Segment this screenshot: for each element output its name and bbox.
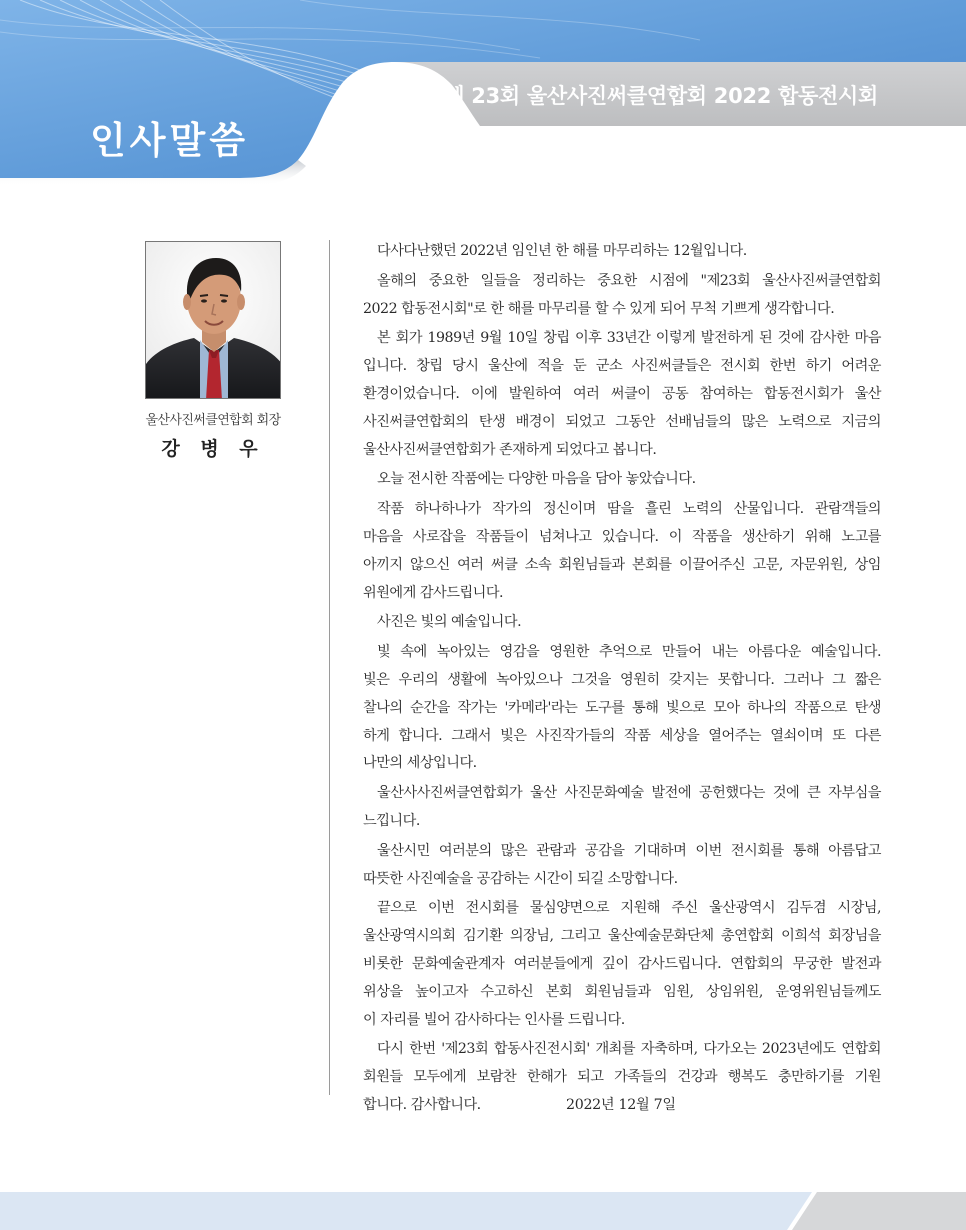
letter-line: 빛 속에 녹아있는 영감을 영원한 추억으로 만들어 내는 아름다운 예술입니다. [377, 644, 881, 661]
letter-paragraph [363, 639, 881, 778]
letter-line: 위상을 높이고자 수고하신 본회 회원님들과 임원, 상임위원, 운영위원님들께도 [363, 983, 881, 1000]
letter-line: 본 회가 1989년 9월 10일 창립 이후 33년간 이렇게 발전하게 된 것에 감사한 마음 [377, 330, 881, 347]
letter-line: 위원에게 감사드립니다. [363, 584, 504, 601]
letter-line: 따뜻한 사진예술을 공감하는 시간이 되길 소망합니다. [363, 870, 678, 887]
letter-paragraph [363, 780, 881, 836]
letter-line: 올해의 중요한 일들을 정리하는 중요한 시점에 "제23회 울산사진써클연합회 [377, 272, 881, 289]
letter-line: 나만의 세상입니다. [363, 755, 477, 772]
portrait-photo [146, 242, 281, 399]
letter-line: 울산광역시의회 김기환 의장님, 그리고 울산예술문화단체 총연합회 이희석 회장님을 [363, 928, 881, 945]
letter-paragraph [363, 609, 881, 637]
letter-line: 끝으로 이번 전시회를 물심양면으로 지원해 주신 울산광역시 김두겸 시장님, [377, 900, 881, 917]
letter-line: 느낍니다. [363, 812, 420, 829]
letter-line: 다시 한번 '제23회 합동사진전시회' 개최를 자축하며, 다가오는 2023년에도 연합회 [377, 1041, 881, 1058]
author-name: 강 병 우 [161, 438, 265, 460]
letter-line: 다사다난했던 2022년 임인년 한 해를 마무리하는 12월입니다. [377, 243, 747, 259]
exhibition-title: 제 23회 울산사진써클연합회 2022 합동전시회 [444, 84, 878, 108]
letter-line: 울산시민 여러분의 많은 관람과 공감을 기대하며 이번 전시회를 통해 아름답고 [377, 842, 881, 859]
letter-line: 빛은 우리의 생활에 녹아있으나 그것을 영원히 갖지는 못합니다. 그러나 그 짧은 [363, 671, 881, 688]
letter-line: 사진은 빛의 예술입니다. [377, 614, 522, 631]
letter-line: 작품 하나하나가 작가의 정신이며 땀을 흘린 노력의 산물입니다. 관람객들의 [377, 501, 881, 518]
letter-line: 환경이었습니다. 이에 발원하여 여러 써클이 공동 참여하는 합동전시회가 울산 [363, 385, 881, 402]
author-portrait [145, 241, 281, 399]
section-title: 인사말씀 [90, 119, 249, 162]
letter-line: 합니다. 감사합니다. [363, 1096, 481, 1113]
letter-body [363, 238, 881, 1122]
letter-paragraph [363, 466, 881, 494]
letter-line: 2022 합동전시회"로 한 해를 마무리를 할 수 있게 되어 무척 기쁘게 생각합니다. [363, 300, 835, 317]
letter-paragraph [363, 496, 881, 607]
letter-line: 찰나의 순간을 작가는 '카메라'라는 도구를 통해 빛으로 모아 하나의 작품으로 탄생 [363, 699, 881, 716]
author-role: 울산사진써클연합회 회장 [145, 413, 281, 428]
letter-line: 이 자리를 빌어 감사하다는 인사를 드립니다. [363, 1011, 625, 1028]
letter-paragraph [363, 325, 881, 464]
letter-line: 하게 합니다. 그래서 빛은 사진작가들의 작품 세상을 열어주는 열쇠이며 또 다른 [363, 727, 881, 744]
column-divider [329, 240, 330, 1095]
letter-line: 마음을 사로잡을 작품들이 넘쳐나고 있습니다. 이 작품을 생산하기 위해 노고를 [363, 528, 881, 545]
letter-paragraph [363, 238, 881, 266]
letter-paragraph [363, 268, 881, 324]
letter-line: 입니다. 창립 당시 울산에 적을 둔 군소 사진써클들은 전시회 한번 하기 어려운 [363, 358, 881, 375]
letter-line: 오늘 전시한 작품에는 다양한 마음을 담아 놓았습니다. [377, 471, 696, 488]
letter-line: 사진써클연합회의 탄생 배경이 되었고 그동안 선배님들의 많은 노력으로 지금의 [363, 413, 881, 430]
page-footer [0, 1192, 966, 1230]
letter-line: 비롯한 문화예술관계자 여러분들에게 깊이 감사드립니다. 연합회의 무궁한 발전과 [363, 955, 881, 972]
footer-band [0, 1192, 966, 1230]
letter-line: 아끼지 않으신 여러 써클 소속 회원님들과 본회를 이끌어주신 고문, 자문위원, 상임 [363, 556, 881, 573]
page-header [0, 0, 966, 190]
letter-paragraph [363, 838, 881, 894]
letter-date: 2022년 12월 7일 [566, 1097, 676, 1113]
letter-line: 울산사사진써클연합회가 울산 사진문화예술 발전에 공헌했다는 것에 큰 자부심을 [377, 785, 881, 802]
letter-line: 회원들 모두에게 보람찬 한해가 되고 가족들의 건강과 행복도 충만하기를 기원 [363, 1069, 881, 1086]
letter-line: 울산사진써클연합회가 존재하게 되었다고 봅니다. [363, 441, 657, 458]
letter-paragraph [363, 895, 881, 1034]
